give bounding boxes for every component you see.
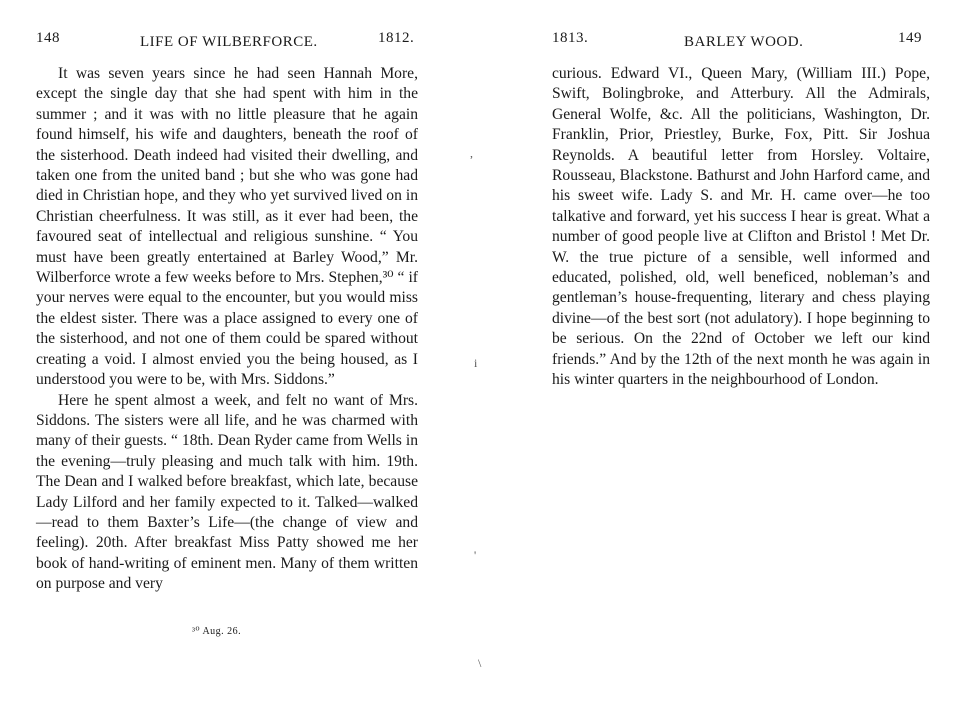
right-year: 1813. <box>552 30 589 46</box>
gutter-mark: i <box>474 356 478 370</box>
gutter-mark: ' <box>474 548 477 562</box>
left-body-text <box>36 64 418 595</box>
right-running-title: BARLEY WOOD. <box>684 34 804 50</box>
left-paragraph-2: Here he spent almost a week, and felt no want of Mrs. Siddons. The sisters were all life, and he was charmed with many of their guests. “ 18th. Dean Ryder came from Wells in the evening—truly pleasing and much talk with him. 19th. The Dean and I walked before breakfast, which late, because Lady Lilford and her family expected to it. Talked—walked—read to them Baxter’s Life—(the change of view and feeling). 20th. After breakfast Miss Patty showed me her book of hand-writing of eminent men. Many of them written on purpose and very <box>36 391 418 593</box>
left-page <box>0 0 470 705</box>
left-page-number: 148 <box>36 30 60 46</box>
right-page-number: 149 <box>898 30 922 46</box>
left-year: 1812. <box>378 30 415 46</box>
left-footnote: ³⁰ Aug. 26. <box>192 626 242 637</box>
right-paragraph-1: curious. Edward VI., Queen Mary, (William III.) Pope, Swift, Bolingbroke, and Atterbury. All the Admirals, General Wolfe, &c. All the politicians, Washington, Dr. Franklin, Prior, Priestley, Burke, Fox, Pitt. Sir Joshua Reynolds. A beautiful letter from Horsley. Voltaire, Rousseau, Blackstone. Bathurst and John Harford came, and his sweet wife. Lady S. and Mr. H. came over—he too talkative and forward, yet his success I hear is great. What a number of good people live at Clifton and Bristol ! Met Dr. W. the true picture of a sensible, well informed and educated, polished, old, well beneficed, nobleman’s and gentleman’s house-frequenting, literary and chess playing divine—of the best sort (not adulatory). I hope beginning to be serious. On the 22nd of October we left our kind friends.” And by the 12th of the next month he was again in his winter quarters in the neighbourhood of London. <box>552 65 930 389</box>
left-running-title: LIFE OF WILBERFORCE. <box>140 34 318 50</box>
gutter-mark: , <box>470 146 473 160</box>
gutter-mark: \ <box>478 656 482 670</box>
right-body-text <box>552 64 930 391</box>
right-page <box>470 0 980 705</box>
left-paragraph-1: It was seven years since he had seen Hannah More, except the single day that she had spent with him in the summer ; and it was with no little pleasure that he again found himself, his wife and daughters, beneath the roof of the sisterhood. Death indeed had visited their dwelling, and taken one from the united band ; but she who was gone had died in Christian hope, and they who yet survived lived on in Christian cheerfulness. It was still, as it ever had been, the favoured seat of intellectual and religious sunshine. “ You must have been greatly entertained at Barley Wood,” Mr. Wilberforce wrote a few weeks before to Mrs. Stephen,³⁰ “ if your nerves were equal to the encounter, but you would miss the eldest sister. There was a place assigned to every one of the sisterhood, and not one of them could be spared without creating a void. I almost envied you the being housed, as I understood you were to be, with Mrs. Siddons.” <box>36 65 418 389</box>
